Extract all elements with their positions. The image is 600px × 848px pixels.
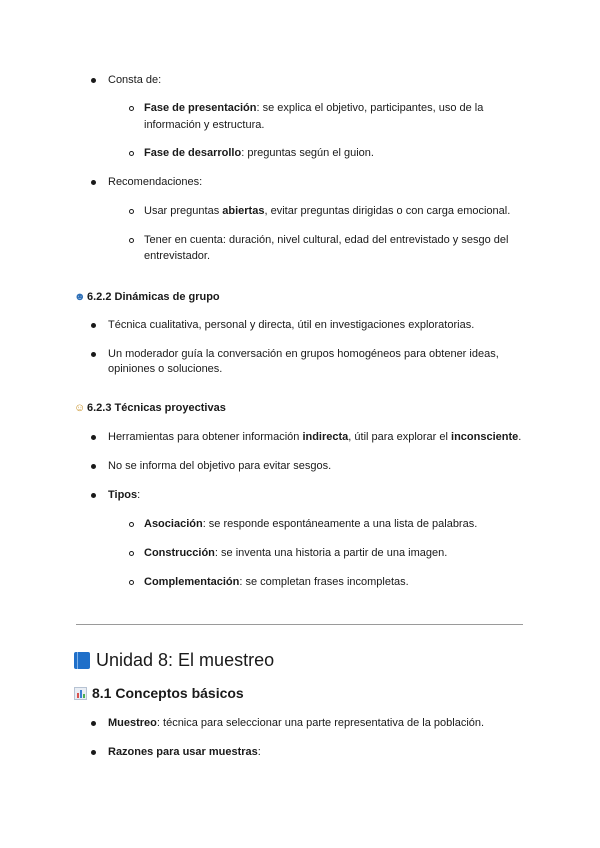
bullet-dot [91, 435, 96, 440]
heading-text: 6.2.2 Dinámicas de grupo [87, 291, 220, 303]
bullet-circle [129, 551, 134, 556]
term-inconsciente: inconsciente [451, 431, 519, 443]
subsection-title-text: 8.1 Conceptos básicos [92, 685, 244, 701]
list-item-muestreo [108, 715, 484, 731]
list-item-preguntas-abiertas [144, 203, 510, 219]
text-post: . [518, 431, 522, 443]
blue-book-icon [74, 652, 90, 669]
list-item-no-se-informa: No se informa del objetivo para evitar sesgos. [108, 460, 332, 472]
list-item-tener-en-cuenta: Tener en cuenta: duración, nivel cultural, edad del entrevistado y sesgo del [144, 234, 509, 246]
list-item-herramientas [108, 429, 521, 445]
term-fase-presentacion: Fase de presentación [144, 102, 257, 114]
term-razones: Razones para usar muestras [108, 746, 258, 758]
heading-dinamicas-de-grupo [74, 289, 220, 305]
fase-desarrollo-text: : preguntas según el guion. [241, 147, 374, 159]
fase-presentacion-text: : se explica el objetivo, participantes, uso de la [256, 102, 484, 114]
list-item-tecnica-cualitativa: Técnica cualitativa, personal y directa, útil en investigaciones exploratorias. [108, 319, 475, 331]
subsection-title [74, 684, 244, 702]
term-construccion: Construcción [144, 547, 215, 559]
term-tipos: Tipos [108, 489, 138, 501]
bullet-dot [91, 180, 96, 185]
bullet-circle [129, 106, 134, 111]
bullet-dot [91, 78, 96, 83]
bullet-circle [129, 580, 134, 585]
bullet-dot [91, 750, 96, 755]
theater-masks-icon: ☺ [74, 402, 86, 414]
term-asociacion: Asociación [144, 518, 203, 530]
list-item-construccion [144, 545, 447, 561]
list-item-fase-presentacion [144, 100, 483, 116]
bar-chart-icon [74, 687, 87, 700]
tipos-colon: : [137, 489, 141, 501]
construccion-text: : se inventa una historia a partir de una imagen. [214, 547, 448, 559]
list-item-fase-desarrollo [144, 145, 374, 161]
unit-title [74, 649, 274, 671]
list-item-razones [108, 744, 261, 760]
muestreo-text: : técnica para seleccionar una parte representativa de la población. [156, 717, 485, 729]
term-fase-desarrollo: Fase de desarrollo [144, 147, 242, 159]
consta-label: Consta de: [108, 74, 162, 86]
razones-colon: : [257, 746, 261, 758]
list-item-tipos [108, 487, 140, 503]
bullet-circle [129, 238, 134, 243]
fase-presentacion-line2: información y estructura. [144, 119, 265, 131]
bullet-circle [129, 209, 134, 214]
recomendaciones-label: Recomendaciones: [108, 176, 203, 188]
term-abiertas: abiertas [222, 205, 265, 217]
rec-text-pre: Usar preguntas [144, 205, 223, 217]
asociacion-text: : se responde espontáneamente a una lista de palabras. [202, 518, 478, 530]
section-divider [76, 624, 523, 625]
bullet-dot [91, 721, 96, 726]
heading-text: 6.2.3 Técnicas proyectivas [87, 402, 226, 414]
term-indirecta: indirecta [302, 431, 349, 443]
text-mid: , útil para explorar el [348, 431, 452, 443]
bullet-dot [91, 493, 96, 498]
term-complementacion: Complementación [144, 576, 240, 588]
bullet-circle [129, 151, 134, 156]
moderador-line2: opiniones o soluciones. [108, 363, 223, 375]
list-item-moderador: Un moderador guía la conversación en grupos homogéneos para obtener ideas, [108, 348, 499, 360]
term-muestreo: Muestreo [108, 717, 157, 729]
bullet-dot [91, 464, 96, 469]
heading-tecnicas-proyectivas [74, 400, 226, 416]
bullet-dot [91, 323, 96, 328]
rec-text-post: , evitar preguntas dirigidas o con carga emocional. [264, 205, 511, 217]
bullet-circle [129, 522, 134, 527]
list-item-complementacion [144, 574, 409, 590]
tener-en-cuenta-line2: entrevistador. [144, 250, 211, 262]
complementacion-text: : se completan frases incompletas. [239, 576, 409, 588]
text-pre: Herramientas para obtener información [108, 431, 303, 443]
list-item-asociacion [144, 516, 477, 532]
unit-title-text: Unidad 8: El muestreo [96, 650, 275, 670]
people-icon: ☻ [74, 291, 86, 303]
bullet-dot [91, 352, 96, 357]
